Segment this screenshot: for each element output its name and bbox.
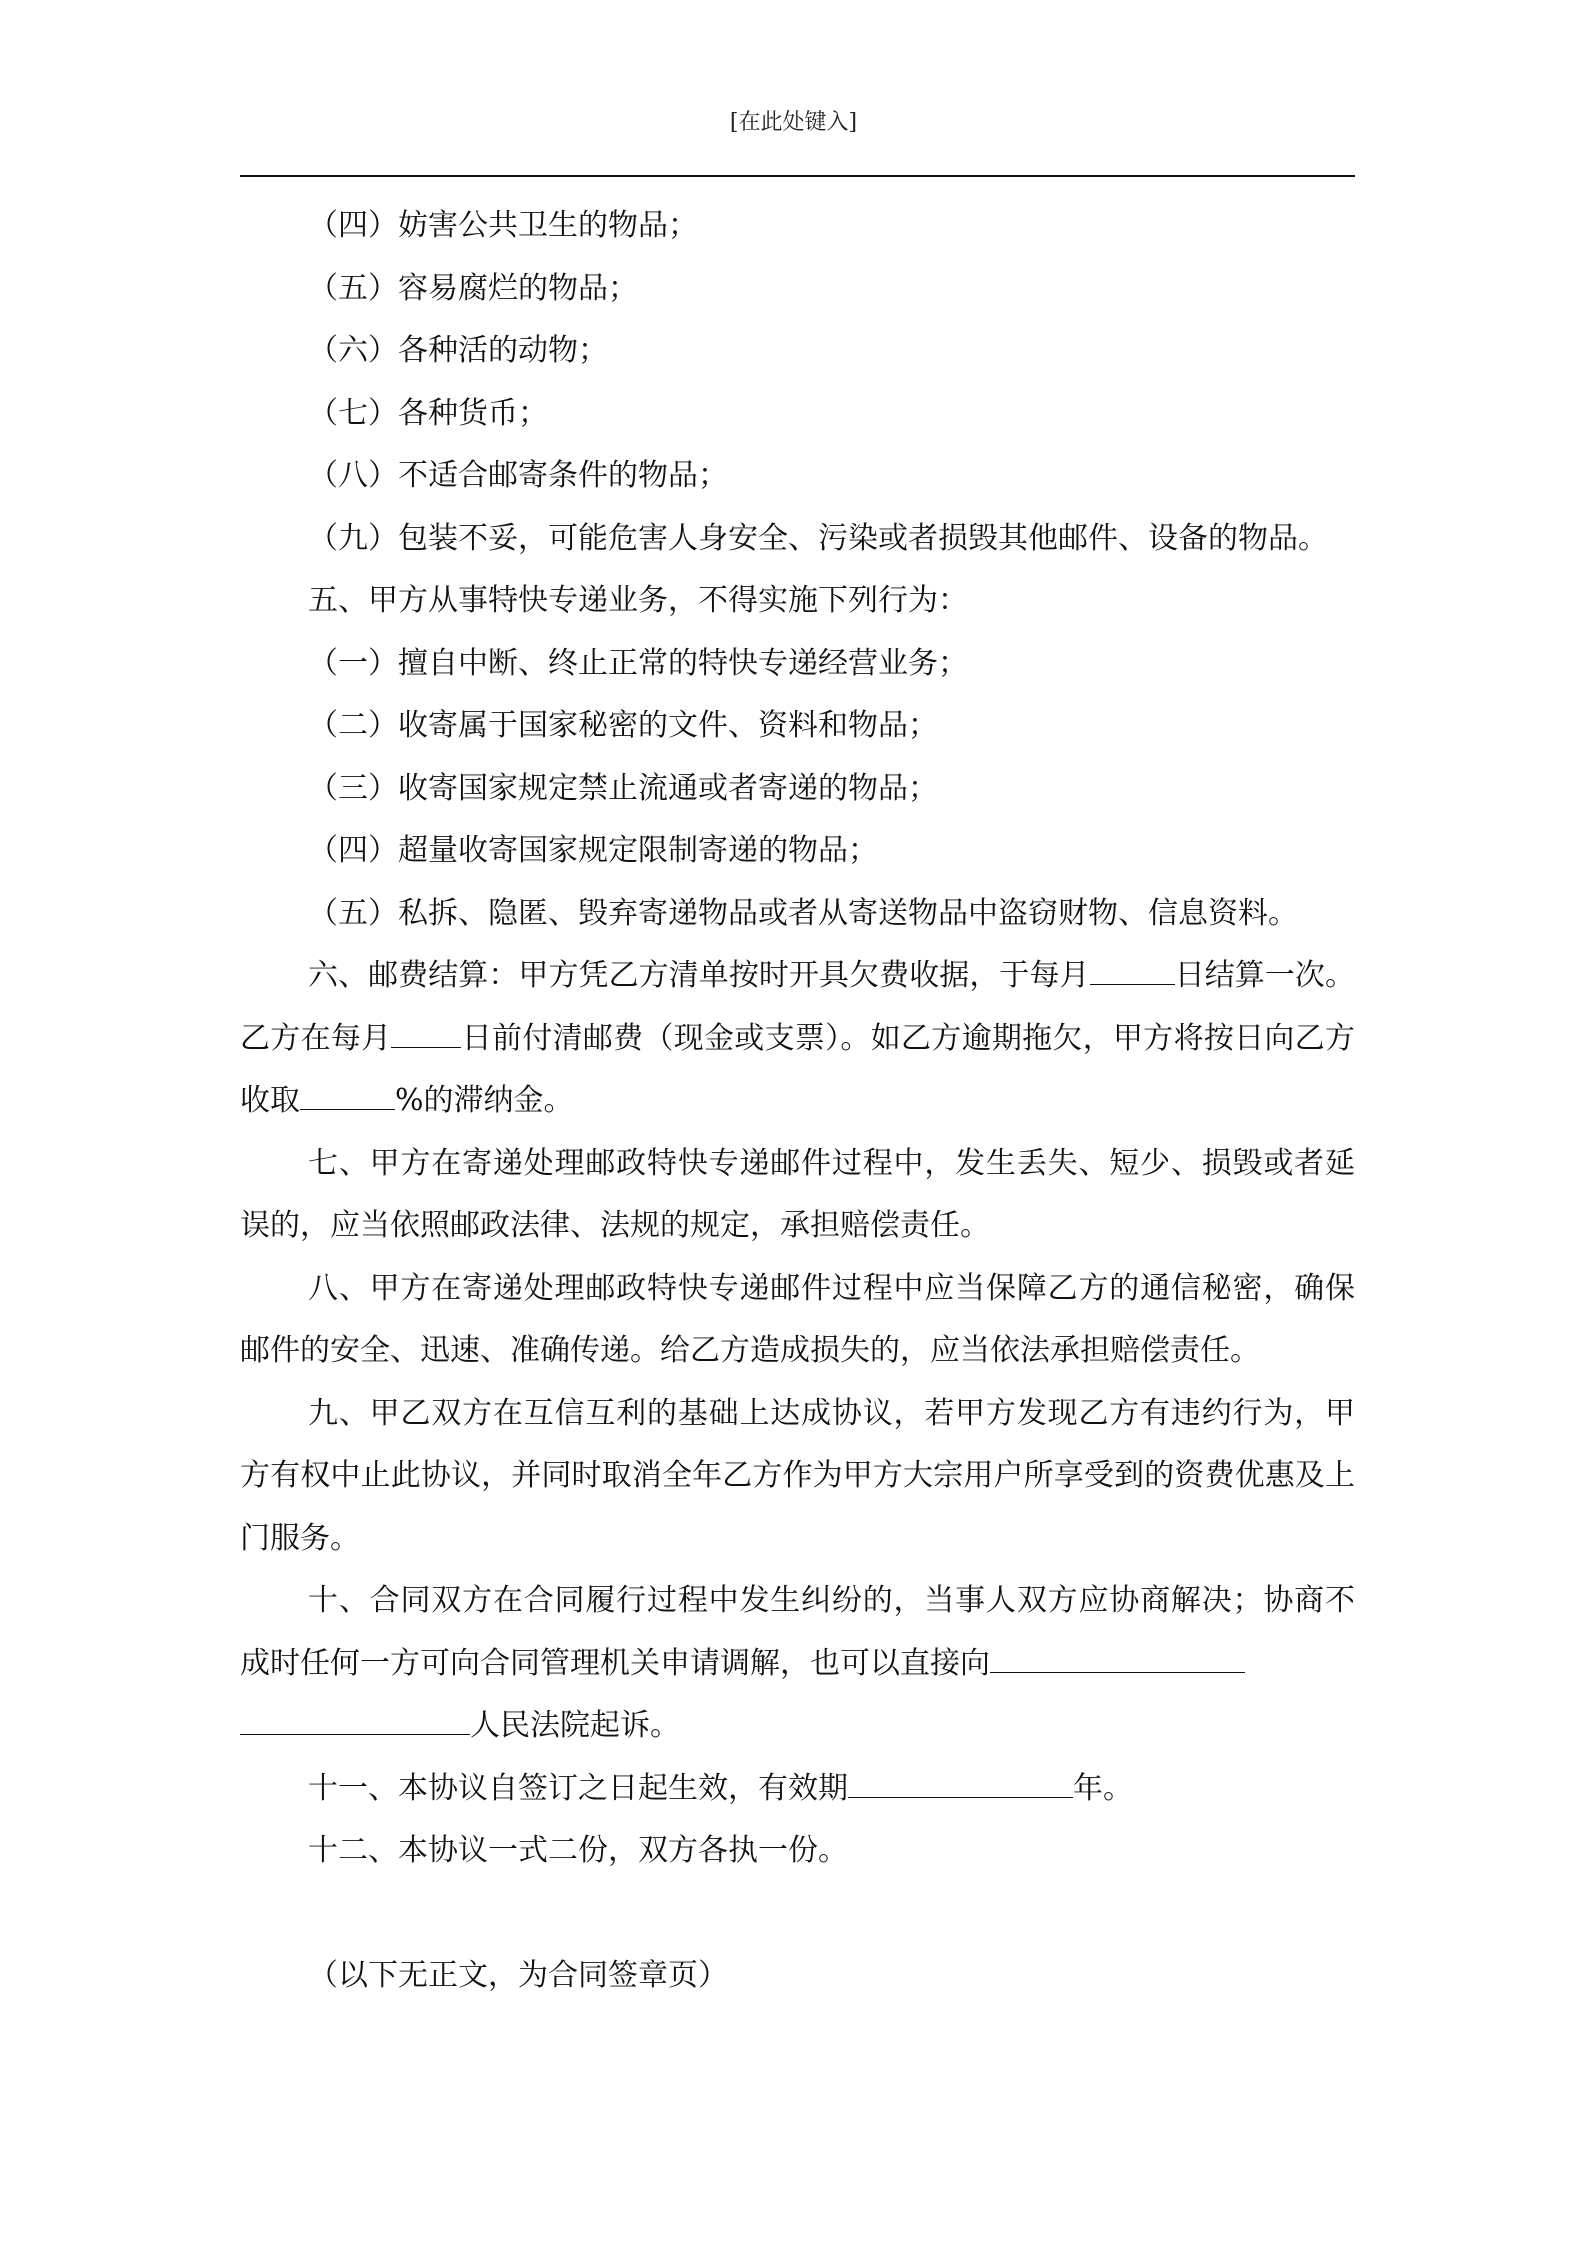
clause-10 <box>240 1570 1355 1758</box>
clause-6-text-4: %的滞纳金。 <box>395 1083 574 1118</box>
prohibited-item-4: （四）妨害公共卫生的物品； <box>308 208 698 243</box>
validity-years-blank[interactable] <box>848 1769 1073 1798</box>
prohibited-item-5: （五）容易腐烂的物品； <box>308 270 638 306</box>
prohibited-item-7: （七）各种货币； <box>308 395 548 431</box>
prohibited-item-9: （九）包装不妥，可能危害人身安全、污染或者损毁其他邮件、设备的物品。 <box>308 520 1328 556</box>
clause-5-item-3: （三）收寄国家规定禁止流通或者寄递的物品； <box>308 770 938 806</box>
clause-5-item-5: （五）私拆、隐匿、毁弃寄递物品或者从寄送物品中盗窃财物、信息资料。 <box>308 895 1298 931</box>
late-fee-rate-blank[interactable] <box>300 1081 395 1110</box>
clause-10-text-2: 人民法院起诉。 <box>470 1708 680 1743</box>
clause-6-text-1: 六、邮费结算：甲方凭乙方清单按时开具欠费收据，于每月 <box>308 958 1090 993</box>
clause-11 <box>240 1758 1355 1821</box>
page-header: [在此处键入] <box>729 110 858 135</box>
clause-8: 八、甲方在寄递处理邮政特快专递邮件过程中应当保障乙方的通信秘密，确保邮件的安全、迅速、准确传递。给乙方造成损失的，应当依法承担赔偿责任。 <box>240 1270 1355 1368</box>
prohibited-item-8: （八）不适合邮寄条件的物品； <box>308 458 728 493</box>
clause-5-item-1: （一）擅自中断、终止正常的特快专递经营业务； <box>308 645 968 681</box>
clause-5-item-4: （四）超量收寄国家规定限制寄递的物品； <box>308 833 878 868</box>
closing-note: （以下无正文，为合同签章页） <box>308 1958 728 1993</box>
payment-day-blank[interactable] <box>391 1019 461 1048</box>
clause-12: 十二、本协议一式二份，双方各执一份。 <box>308 1833 848 1868</box>
clause-5-heading: 五、甲方从事特快专递业务，不得实施下列行为： <box>308 583 968 618</box>
clause-9: 九、甲乙双方在互信互利的基础上达成协议，若甲方发现乙方有违约行为，甲方有权中止此协议，并同时取消全年乙方作为甲方大宗用户所享受到的资费优惠及上门服务。 <box>240 1395 1355 1556</box>
clause-6 <box>240 945 1355 1133</box>
clause-6-text-3: 日前付清邮费（现金或支票）。如乙方逾期拖欠，甲方将按日向乙方收取 <box>240 1020 1356 1118</box>
clause-11-text-1: 十一、本协议自签订之日起生效，有效期 <box>308 1770 848 1806</box>
contract-body <box>240 195 1355 2008</box>
prohibited-item-6: （六）各种活的动物； <box>308 333 608 368</box>
clause-7: 七、甲方在寄递处理邮政特快专递邮件过程中，发生丢失、短少、损毁或者延误的，应当依照邮政法律、法规的规定，承担赔偿责任。 <box>240 1145 1355 1243</box>
clause-5-item-2: （二）收寄属于国家秘密的文件、资料和物品； <box>308 708 938 743</box>
header-divider <box>240 175 1355 177</box>
settlement-day-blank[interactable] <box>1090 956 1175 985</box>
court-name-blank-2[interactable] <box>240 1706 470 1735</box>
clause-6-text-2: 日结算一次。乙方在每月 <box>240 958 1355 1056</box>
clause-11-text-2: 年。 <box>1073 1770 1133 1806</box>
court-name-blank-1[interactable] <box>990 1644 1245 1673</box>
clause-10-text-1: 十、合同双方在合同履行过程中发生纠纷的，当事人双方应协商解决；协商不成时任何一方可向合同管理机关申请调解，也可以直接向 <box>240 1583 1355 1681</box>
